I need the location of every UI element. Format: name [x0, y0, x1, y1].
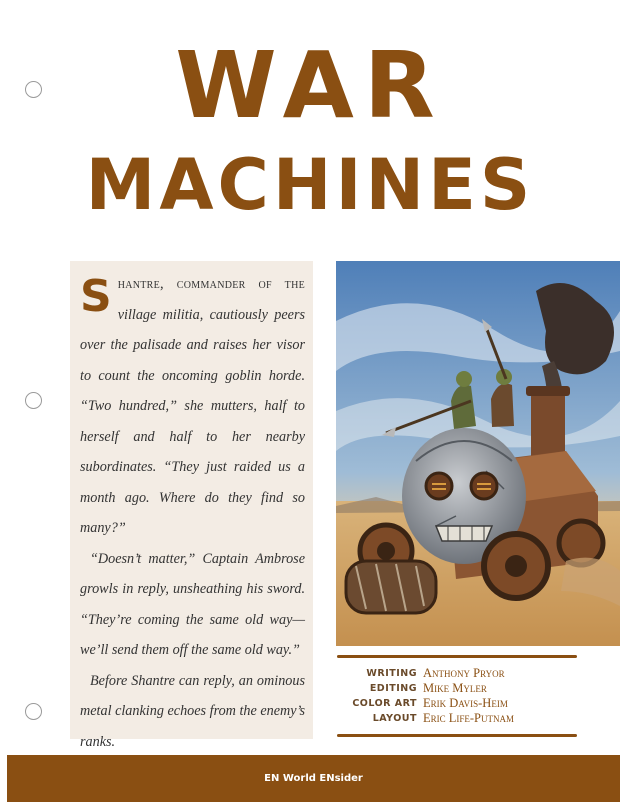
credit-name: Erik Davis-Heim: [423, 696, 508, 710]
drop-cap: S: [80, 271, 112, 322]
page-title-line-1: WAR: [175, 32, 445, 139]
binder-hole-middle: [25, 392, 42, 409]
credits-block: [337, 666, 577, 726]
credit-row-color-art: [337, 696, 577, 711]
credit-row-editing: [337, 681, 577, 696]
story-sidebar: [70, 261, 313, 750]
credit-name: Eric Life-Putnam: [423, 711, 515, 725]
credits-rule-top: [337, 655, 577, 658]
opening-smallcaps: hantre, commander of the: [117, 276, 305, 292]
credit-role: WRITING: [366, 668, 417, 679]
credit-role: EDITING: [369, 683, 417, 694]
credit-role: COLOR ART: [352, 698, 417, 709]
story-paragraph-1-text: village militia, cautiously peers over the palisade and raises her visor to count the oncoming goblin horde. “Two hundred,” she mutters, half to herself and half to her nearby subordinates. “They just raided us a month ago. Where do they find so many?”: [80, 306, 305, 536]
credit-row-layout: [337, 711, 577, 726]
credit-role: LAYOUT: [372, 713, 417, 724]
story-paragraph-2: “Doesn’t matter,” Captain Ambrose growls in reply, unsheathing his sword. “They’re coming the same old way—we’ll send them off the same old way.”: [80, 550, 305, 658]
page-title-line-2: MACHINES: [85, 144, 535, 226]
credits-rule-bottom: [337, 734, 577, 737]
war-machine-illustration: [336, 261, 620, 646]
binder-hole-bottom: [25, 703, 42, 720]
credit-name: Mike Myler: [423, 681, 487, 695]
credit-name: Anthony Pryor: [423, 666, 505, 680]
credit-row-writing: [337, 666, 577, 681]
story-paragraph-1: [80, 269, 305, 544]
story-paragraph-3: Before Shantre can reply, an ominous metal clanking echoes from the enemy’s ranks.: [80, 672, 305, 750]
page-footer: [7, 755, 620, 802]
footer-label: EN World ENsider: [264, 773, 363, 784]
